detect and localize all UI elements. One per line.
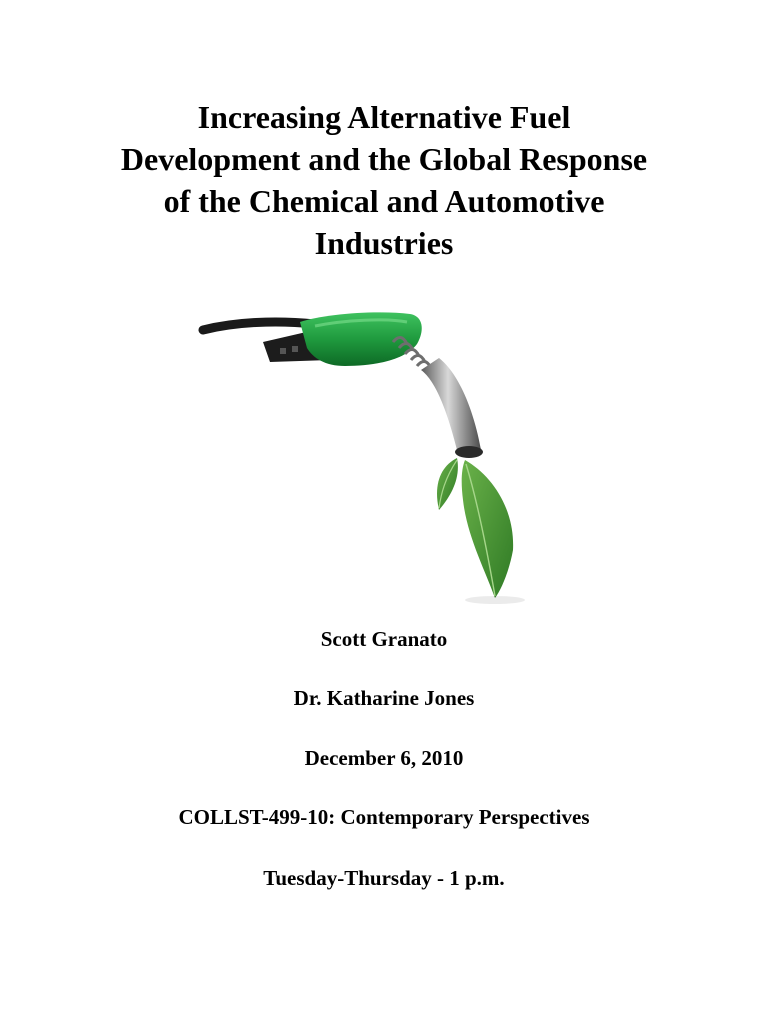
class-schedule: Tuesday-Thursday - 1 p.m.	[263, 866, 505, 890]
instructor-name: Dr. Katharine Jones	[293, 686, 475, 710]
title-line-3: of the Chemical and Automotive	[163, 183, 605, 219]
author-name: Scott Granato	[320, 627, 448, 651]
fuel-nozzle-with-leaf-icon	[195, 300, 545, 610]
submission-date: December 6, 2010	[304, 746, 464, 770]
course-title: COLLST-499-10: Contemporary Perspectives	[178, 805, 590, 829]
title-line-2: Development and the Global Response	[120, 141, 648, 177]
document-title	[40, 96, 728, 264]
title-line-1: Increasing Alternative Fuel	[197, 99, 571, 135]
title-line-4: Industries	[314, 225, 454, 261]
